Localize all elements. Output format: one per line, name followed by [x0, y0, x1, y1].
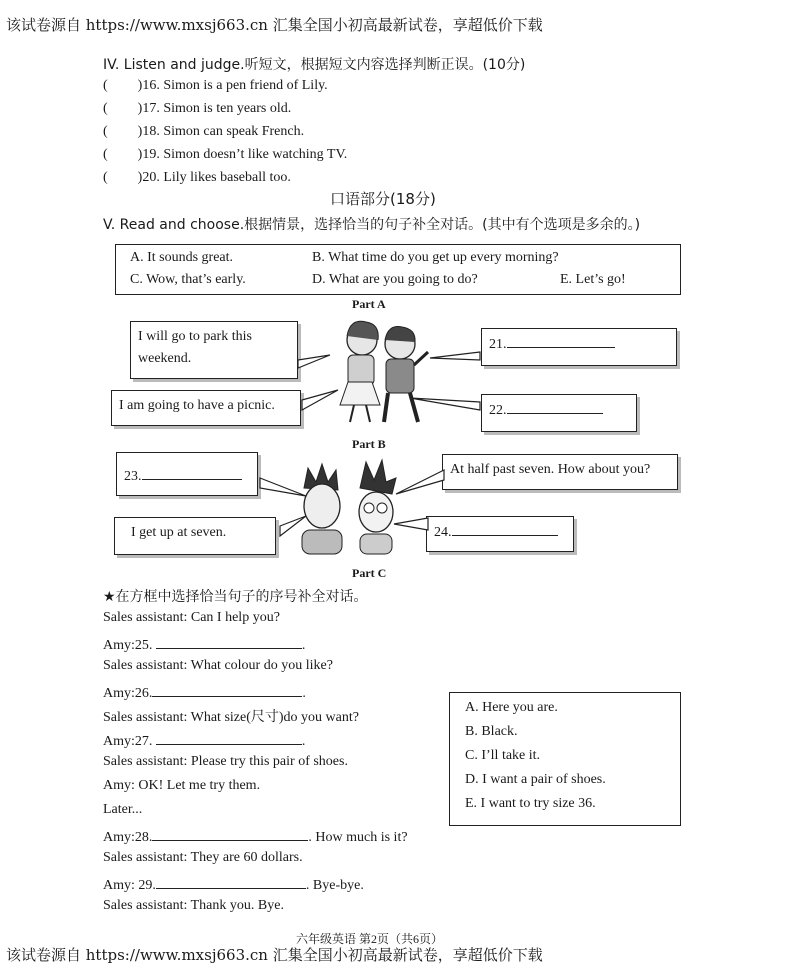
speech-bubble-picnic: I am going to have a picnic.: [111, 390, 301, 426]
kids-walking-illustration: [300, 310, 500, 430]
list-item: ( )20. Lily likes baseball too.: [103, 170, 291, 185]
answer-bubble-24: 24.: [426, 516, 574, 552]
section4-title: IV. Listen and judge.听短文，根据短文内容选择判断正误。(10分): [103, 57, 526, 73]
option-a: A. It sounds great.: [130, 250, 234, 265]
section5-title: V. Read and choose.根据情景，选择恰当的句子补全对话。(其中有个选项是多余的。): [103, 217, 641, 233]
speech-bubble-park: I will go to park this weekend.: [130, 321, 298, 379]
two-boys-illustration: [256, 458, 446, 558]
dialog-line: Sales assistant: They are 60 dollars.: [103, 850, 303, 865]
watermark-footer: 该试卷源自 https://www.mxsj663.cn 汇集全国小初高最新试卷，享超低价下载: [6, 946, 543, 964]
part-a-label: Part A: [352, 297, 386, 311]
dialog-line: Later...: [103, 802, 143, 817]
dialog-line: Amy:27. .: [103, 730, 305, 750]
list-item: ( )16. Simon is a pen friend of Lily.: [103, 78, 328, 93]
dialog-line: Amy: 29. . Bye-bye.: [103, 874, 364, 894]
list-item: ( )19. Simon doesn’t like watching TV.: [103, 147, 348, 162]
choice-d: D. I want a pair of shoes.: [465, 772, 606, 787]
speech-bubble-get-up-seven: I get up at seven.: [114, 517, 276, 555]
list-item: ( )17. Simon is ten years old.: [103, 101, 292, 116]
part-b-label: Part B: [352, 437, 386, 451]
dialog-line: Amy:25. .: [103, 634, 305, 654]
answer-bubble-23: 23.: [116, 452, 258, 496]
part-c-label: Part C: [352, 566, 387, 580]
options-box: [115, 244, 681, 295]
choice-a: A. Here you are.: [465, 700, 558, 715]
watermark-header: 该试卷源自 https://www.mxsj663.cn 汇集全国小初高最新试卷，享超低价下载: [6, 16, 543, 34]
speech-bubble-half-past-seven: At half past seven. How about you?: [442, 454, 678, 490]
list-item: ( )18. Simon can speak French.: [103, 124, 305, 139]
choice-b: B. Black.: [465, 724, 518, 739]
option-b: B. What time do you get up every morning?: [312, 250, 559, 265]
choice-c: C. I’ll take it.: [465, 748, 541, 763]
page-label: 六年级英语 第2页（共6页）: [296, 932, 444, 946]
oral-title: 口语部分(18分): [330, 190, 436, 208]
dialog-line: Amy:28. . How much is it?: [103, 826, 408, 846]
dialog-line: Sales assistant: What colour do you like?: [103, 658, 333, 673]
option-c: C. Wow, that’s early.: [130, 272, 246, 287]
option-e: E. Let’s go!: [560, 272, 626, 287]
answer-bubble-22: 22.: [481, 394, 637, 432]
part-c-instruction: ★在方框中选择恰当句子的序号补全对话。: [103, 589, 368, 605]
dialog-line: Sales assistant: Can I help you?: [103, 610, 280, 625]
dialog-line: Sales assistant: What size(尺寸)do you want?: [103, 710, 359, 725]
answer-bubble-21: 21.: [481, 328, 677, 366]
choices-box: [449, 692, 681, 826]
dialog-line: Sales assistant: Thank you. Bye.: [103, 898, 284, 913]
choice-e: E. I want to try size 36.: [465, 796, 596, 811]
dialog-line: Amy:26. .: [103, 682, 306, 702]
option-d: D. What are you going to do?: [312, 272, 478, 287]
dialog-line: Amy: OK! Let me try them.: [103, 778, 261, 793]
dialog-line: Sales assistant: Please try this pair of shoes.: [103, 754, 348, 769]
